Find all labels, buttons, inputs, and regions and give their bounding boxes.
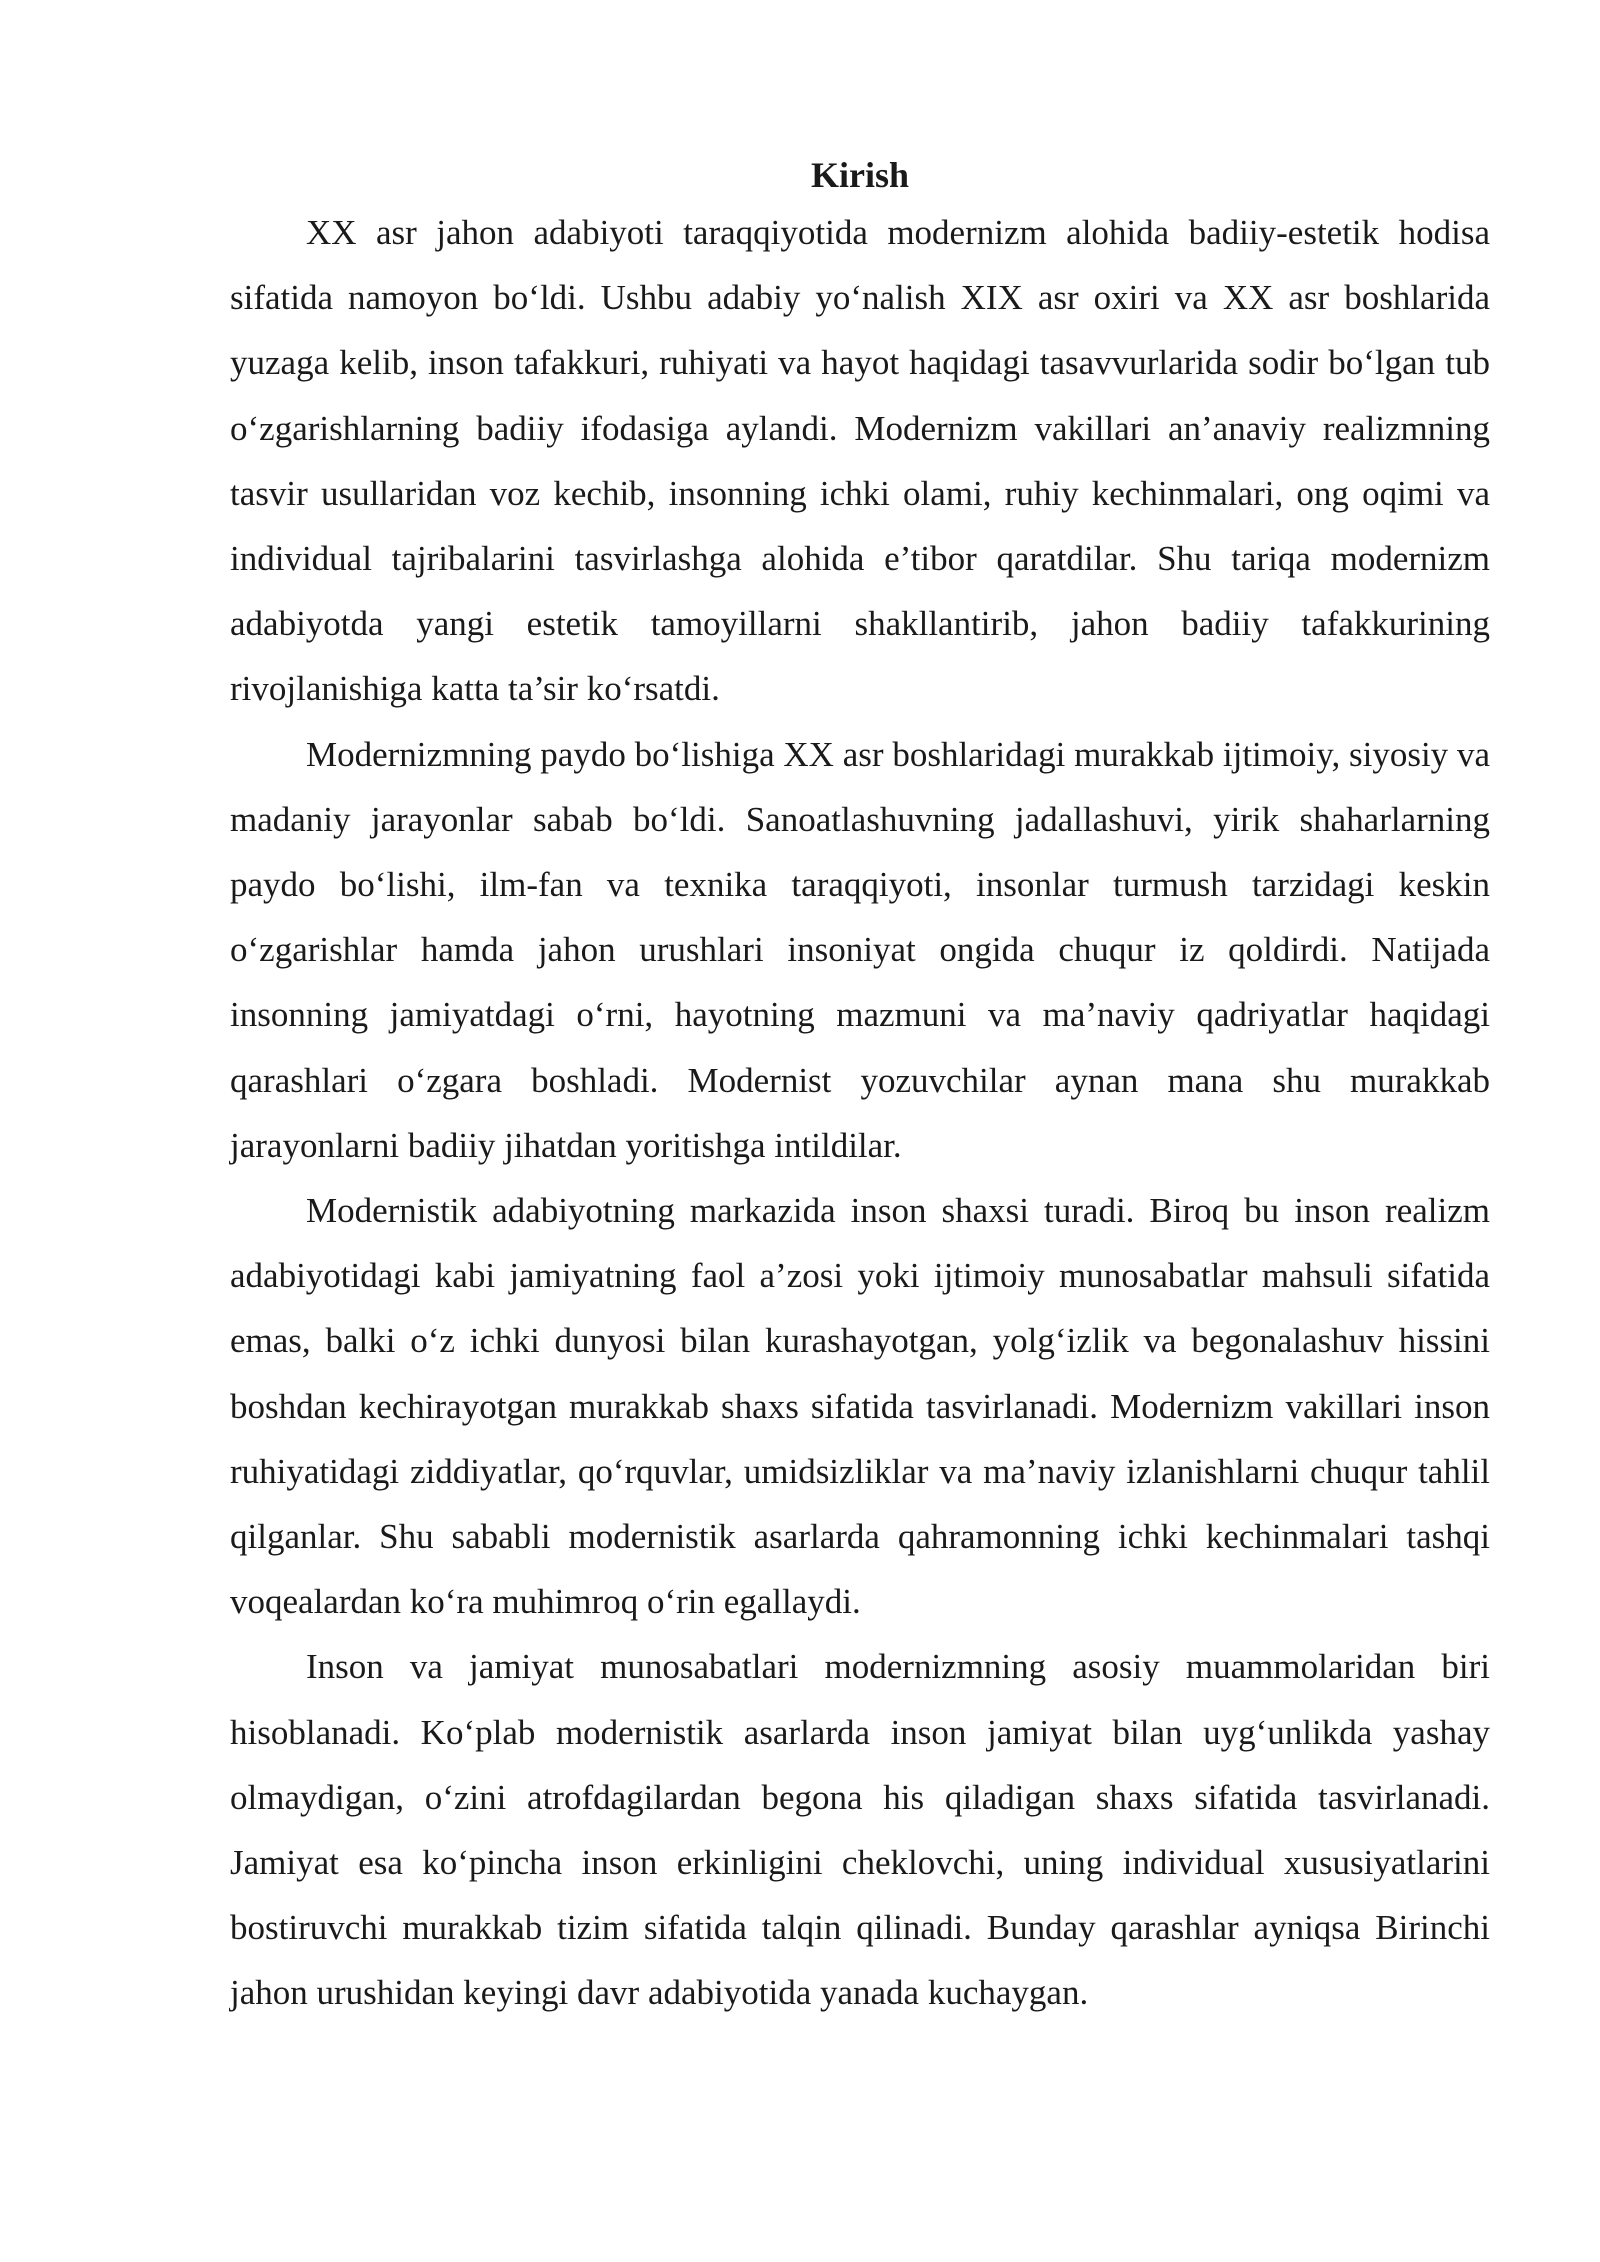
- paragraph-2: Modernizmning paydo bo‘lishiga XX asr boshlaridagi murakkab ijtimoiy, siyosiy va madaniy jarayonlar sabab bo‘ldi. Sanoatlashuvning jadallashuvi, yirik shaharlarning paydo bo‘lishi, ilm-fan va texnika taraqqiyoti, insonlar turmush tarzidagi keskin o‘zgarishlar hamda jahon urushlari insoniyat ongida chuqur iz qoldirdi. Natijada insonning jamiyatdagi o‘rni, hayotning mazmuni va ma’naviy qadriyatlar haqidagi qarashlari o‘zgara boshladi. Modernist yozuvchilar aynan mana shu murakkab jarayonlarni badiiy jihatdan yoritishga intildilar.: [230, 734, 1490, 1165]
- document-body: [230, 150, 1490, 2026]
- paragraph-3: Modernistik adabiyotning markazida inson shaxsi turadi. Biroq bu inson realizm adabiyotidagi kabi jamiyatning faol a’zosi yoki ijtimoiy munosabatlar mahsuli sifatida emas, balki o‘z ichki dunyosi bilan kurashayotgan, yolg‘izlik va begonalashuv hissini boshdan kechirayotgan murakkab shaxs sifatida tasvirlanadi. Modernizm vakillari inson ruhiyatidagi ziddiyatlar, qo‘rquvlar, umidsizliklar va ma’naviy izlanishlarni chuqur tahlil qilganlar. Shu sababli modernistik asarlarda qahramonning ichki kechinmalari tashqi voqealardan ko‘ra muhimroq o‘rin egallaydi.: [230, 1191, 1490, 1622]
- paragraph-4: Inson va jamiyat munosabatlari modernizmning asosiy muammolaridan biri hisoblanadi. Ko‘plab modernistik asarlarda inson jamiyat bilan uyg‘unlikda yashay olmaydigan, o‘zini atrofdagilardan begona his qiladigan shaxs sifatida tasvirlanadi. Jamiyat esa ko‘pincha inson erkinligini cheklovchi, uning individual xususiyatlarini bostiruvchi murakkab tizim sifatida talqin qilinadi. Bunday qarashlar ayniqsa Birinchi jahon urushidan keyingi davr adabiyotida yanada kuchaygan.: [230, 1647, 1490, 2013]
- paragraph-1: XX asr jahon adabiyoti taraqqiyotida modernizm alohida badiiy-estetik hodisa sifatida namoyon bo‘ldi. Ushbu adabiy yo‘nalish XIX asr oxiri va XX asr boshlarida yuzaga kelib, inson tafakkuri, ruhiyati va hayot haqidagi tasavvurlarida sodir bo‘lgan tub o‘zgarishlarning badiiy ifodasiga aylandi. Modernizm vakillari an’anaviy realizmning tasvir usullaridan voz kechib, insonning ichki olami, ruhiy kechinmalari, ong oqimi va individual tajribalarini tasvirlashga alohida e’tibor qaratdilar. Shu tariqa modernizm adabiyotda yangi estetik tamoyillarni shakllantirib, jahon badiiy tafakkurining rivojlanishiga katta ta’sir ko‘rsatdi.: [230, 213, 1490, 709]
- document-title: Kirish: [810, 155, 909, 195]
